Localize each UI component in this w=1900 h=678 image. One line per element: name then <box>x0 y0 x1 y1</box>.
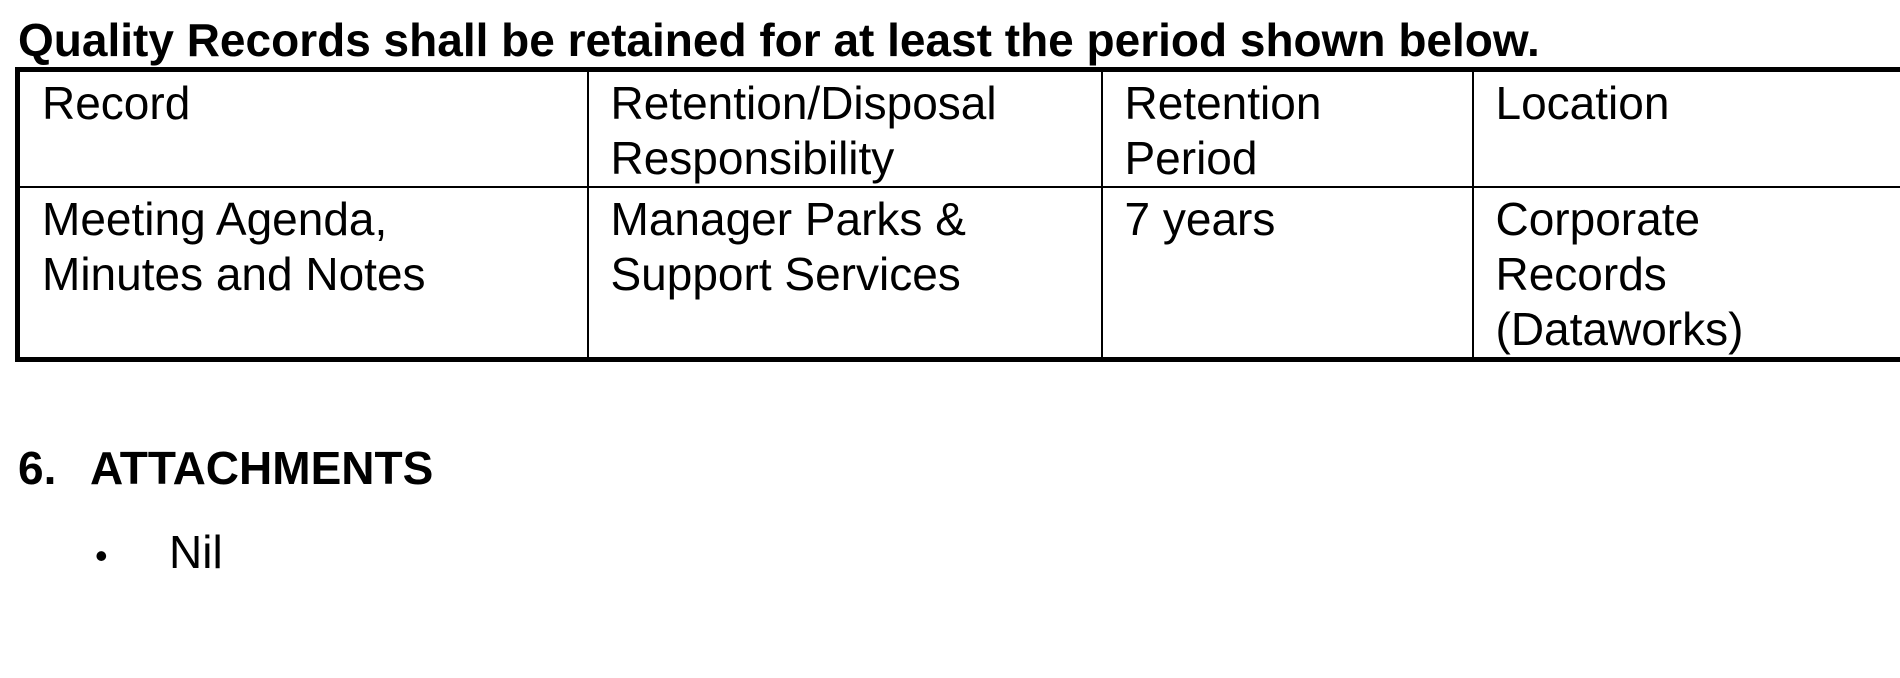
header-location-line: Location <box>1495 77 1670 129</box>
cell-record <box>18 187 588 360</box>
cell-record-line: Minutes and Notes <box>42 248 426 300</box>
list-item-text: Nil <box>169 526 223 578</box>
header-record-line: Record <box>42 77 191 129</box>
header-retention-period <box>1102 70 1473 188</box>
header-responsibility <box>588 70 1102 188</box>
section-heading <box>18 436 433 500</box>
header-retention-period-line: Period <box>1124 132 1258 184</box>
cell-retention-period-line: 7 years <box>1124 193 1276 245</box>
intro-text: Quality Records shall be retained for at least the period shown below. <box>18 14 1540 66</box>
cell-responsibility-line: Manager Parks & <box>610 193 966 245</box>
header-retention-period-line: Retention <box>1124 77 1322 129</box>
header-responsibility-line: Responsibility <box>610 132 895 184</box>
section-number: 6. <box>18 442 57 494</box>
cell-location-line: (Dataworks) <box>1495 303 1744 355</box>
cell-location <box>1473 187 1900 360</box>
table-row <box>18 187 1900 360</box>
bullet-icon: • <box>95 535 108 576</box>
records-retention-table <box>15 67 1900 362</box>
cell-location-line: Corporate <box>1495 193 1701 245</box>
cell-responsibility-line: Support Services <box>610 248 961 300</box>
cell-location-line: Records <box>1495 248 1667 300</box>
table-header-row <box>18 70 1900 188</box>
header-location <box>1473 70 1900 188</box>
cell-responsibility <box>588 187 1102 360</box>
section-title: ATTACHMENTS <box>90 442 434 494</box>
list-item <box>95 520 223 588</box>
cell-retention-period <box>1102 187 1473 360</box>
header-responsibility-line: Retention/Disposal <box>610 77 997 129</box>
header-record <box>18 70 588 188</box>
cell-record-line: Meeting Agenda, <box>42 193 388 245</box>
